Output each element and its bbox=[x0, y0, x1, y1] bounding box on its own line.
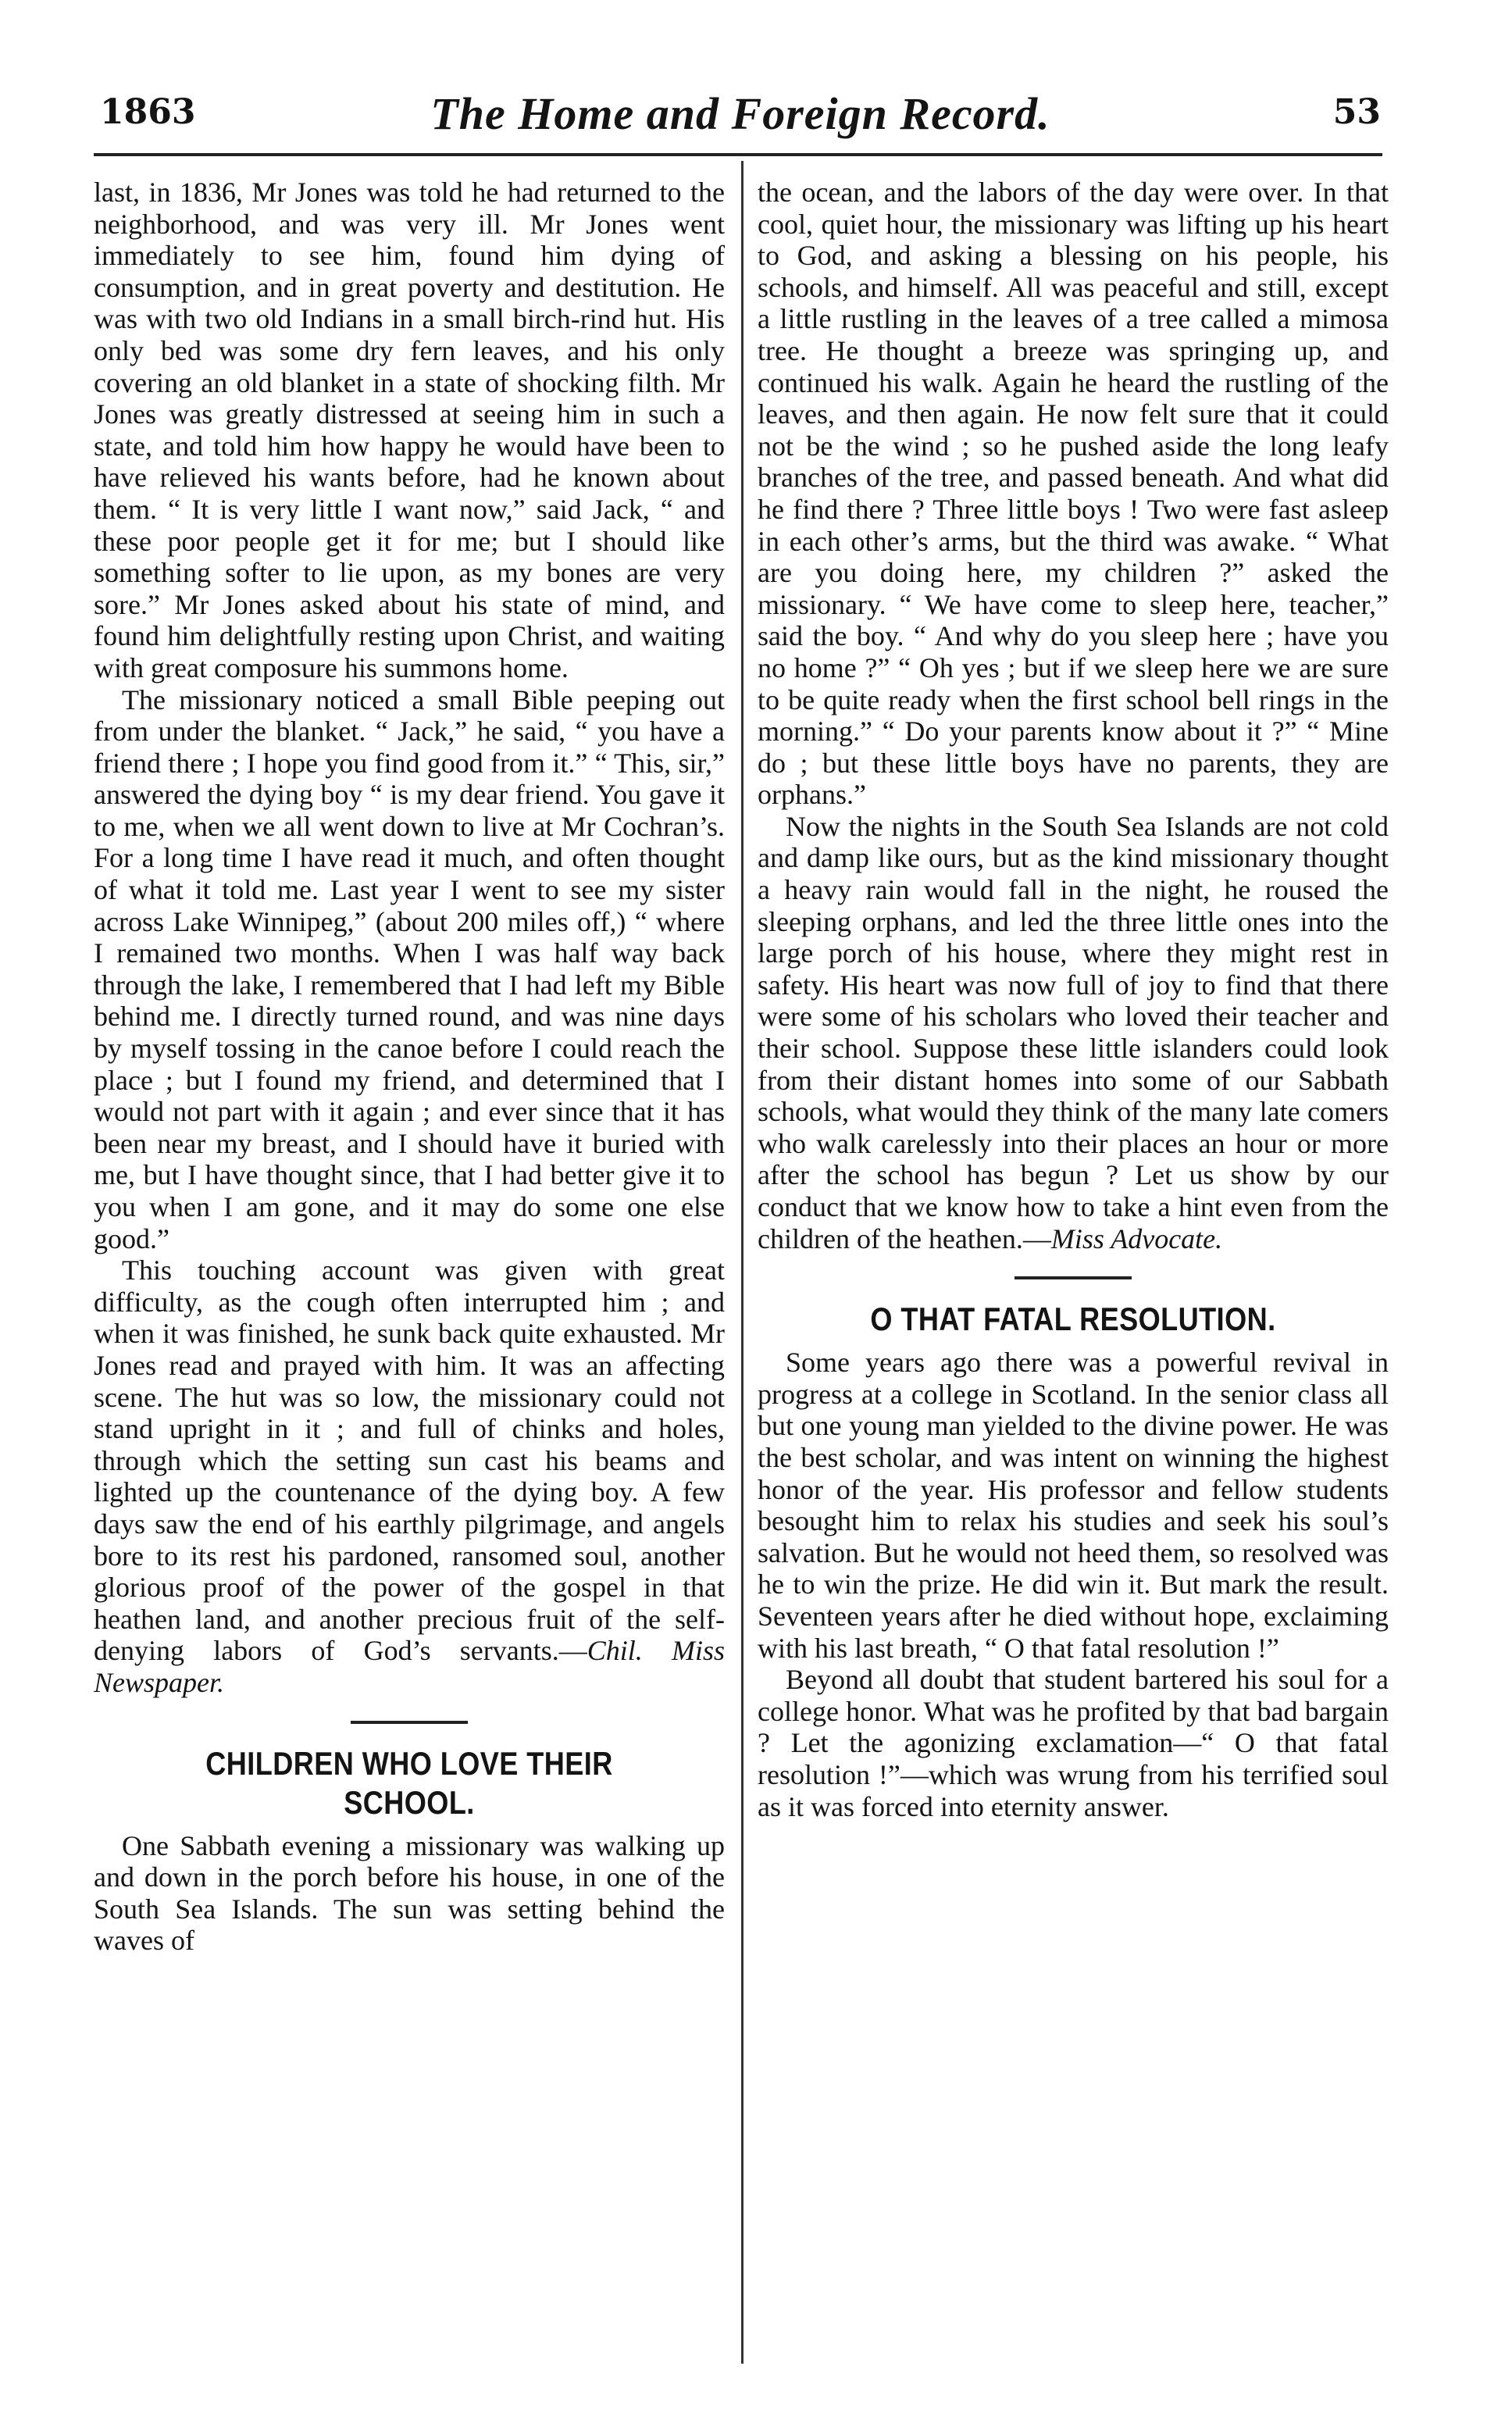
attribution: Miss Advocate. bbox=[1050, 1222, 1223, 1254]
paragraph bbox=[94, 1254, 725, 1698]
attribution: Chil. Miss Newspaper. bbox=[94, 1635, 725, 1698]
paragraph: Beyond all doubt that student bartered his soul for a college honor. What was he profited by that bad bargain ? Let the agonizing exclamation—“ O that fatal resolution !”—which was wrung from his terrified soul as it was forced into eternity answer. bbox=[758, 1664, 1389, 1822]
right-column bbox=[758, 177, 1389, 1822]
paragraph-text: Now the nights in the South Sea Islands are not cold and damp like ours, but as the kind missionary thought a heavy rain would fall in the night, he roused the sleeping orphans, and led the three little ones into the large porch of his house, where they might rest in safety. His heart was now full of joy to find that there were some of his scholars who loved their teacher and their school. Suppose these little islanders could look from their distant homes into some of our Sabbath schools, what would they think of the many late comers who walk carelessly into their places an hour or more after the school has begun ? Let us show by our conduct that we know how to take a hint even from the children of the heathen.— bbox=[758, 810, 1389, 1254]
paragraph: Some years ago there was a powerful revival in progress at a college in Scotland. In the senior class all but one young man yielded to the divine power. He was the best scholar, and was intent on winning the highest honor of the year. His professor and fellow students besought him to relax his studies and seek his soul’s salvation. But he would not heed them, so resolved was he to win the prize. He did win it. But mark the result. Seventeen years after he died without hope, exclaiming with his last breath, “ O that fatal resolution !” bbox=[758, 1347, 1389, 1664]
paragraph-text: This touching account was given with great difficulty, as the cough often interrupted him ; and when it was finished, he sunk back quite exhausted. Mr Jones read and prayed with him. It was an affecting scene. The hut was so low, the missionary could not stand upright in it ; and full of chinks and holes, through which the setting sun cast his beams and lighted up the countenance of the dying boy. A few days saw the end of his earthly pilgrimage, and angels bore to its rest his pardoned, ransomed soul, another glorious proof of the power of the gospel in that heathen land, and another precious fruit of the self-denying labors of God’s servants.— bbox=[94, 1254, 725, 1667]
section-divider bbox=[1015, 1276, 1132, 1279]
header-rule bbox=[94, 153, 1382, 156]
paragraph: the ocean, and the labors of the day were over. In that cool, quiet hour, the missionary was lifting up his heart to God, and asking a blessing on his people, his schools, and himself. All was peaceful and still, except a little rustling in the leaves of a tree called a mimosa tree. He thought a breeze was springing up, and continued his walk. Again he heard the rustling of the leaves, and then again. He now felt sure that it could not be the wind ; so he pushed aside the long leafy branches of the tree, and passed beneath. And what did he find there ? Three little boys ! Two were fast asleep in each other’s arms, but the third was awake. “ What are you doing here, my children ?” asked the missionary. “ We have come to sleep here, teacher,” said the boy. “ And why do you sleep here ; have you no home ?” “ Oh yes ; but if we sleep here we are sure to be quite ready when the first school bell rings in the morning.” “ Do your parents know about it ?” “ Mine do ; but these little boys have no parents, they are orphans.” bbox=[758, 177, 1389, 811]
column-divider bbox=[741, 161, 744, 2364]
section-heading: O THAT FATAL RESOLUTION. bbox=[870, 1301, 1276, 1338]
paragraph: One Sabbath evening a missionary was walking up and down in the porch before his house, in one of the South Sea Islands. The sun was setting behind the waves of bbox=[94, 1829, 725, 1957]
left-column bbox=[94, 177, 725, 1957]
page-header bbox=[100, 87, 1381, 142]
paragraph bbox=[758, 811, 1389, 1254]
paragraph: The missionary noticed a small Bible peeping out from under the blanket. “ Jack,” he said, “ you have a friend there ; I hope you find good from it.” “ This, sir,” answered the dying boy “ is my dear friend. You gave it to me, when we all went down to live at Mr Cochran’s. For a long time I have read it much, and often thought of what it told me. Last year I went to see my sister across Lake Winnipeg,” (about 200 miles off,) “ where I remained two months. When I was half way back through the lake, I remembered that I had left my Bible behind me. I directly turned round, and was nine days by myself tossing in the canoe before I could reach the place ; but I found my friend, and determined that I would not part with it again ; and ever since that it has been near my breast, and I should have it buried with me, but I have thought since, that I had better give it to you when I am gone, and it may do some one else good.” bbox=[94, 683, 725, 1254]
page-number: 53 bbox=[1332, 92, 1381, 132]
paragraph: last, in 1836, Mr Jones was told he had returned to the neighborhood, and was very ill. Mr Jones went immediately to see him, found him dying of consumption, and in great poverty and destitution. He was with two old Indians in a small birch-rind hut. His only bed was some dry fern leaves, and his only covering an old blanket in a state of shocking filth. Mr Jones was greatly distressed at seeing him in such a state, and told him how happy he would have been to have relieved his wants before, had he known about them. “ It is very little I want now,” said Jack, “ and these poor people get it for me; but I should like something softer to lie upon, as my bones are very sore.” Mr Jones asked about his state of mind, and found him delightfully resting upon Christ, and waiting with great composure his summons home. bbox=[94, 177, 725, 683]
section-divider bbox=[351, 1721, 468, 1724]
journal-title: The Home and Foreign Record. bbox=[430, 88, 1050, 139]
header-year: 1863 bbox=[100, 92, 196, 132]
section-heading: CHILDREN WHO LOVE THEIR SCHOOL. bbox=[205, 1744, 613, 1821]
